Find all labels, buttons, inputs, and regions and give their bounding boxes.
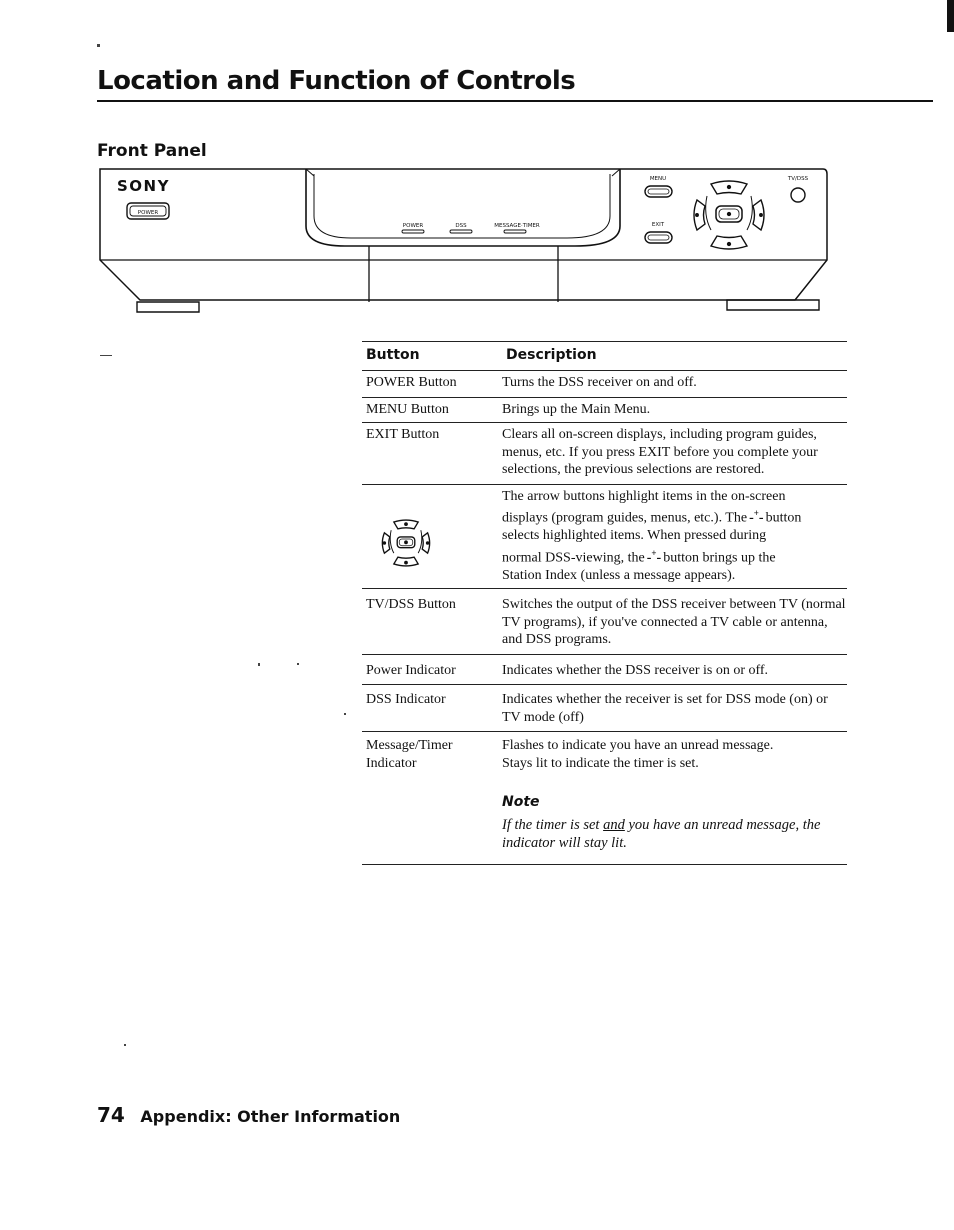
title-rule <box>97 100 933 102</box>
row-description: Brings up the Main Menu. <box>502 401 651 417</box>
row-description: Indicates whether the receiver is set for DSS mode (on) or TV mode (off) <box>502 692 828 725</box>
row-description: The arrow buttons highlight items in the on-screen displays (program guides, menus, etc.). The -+- button selects highlighted items. When pressed during normal DSS-viewing, the -+- button brings up the Station Index (unless a message appears). <box>502 488 802 583</box>
note-title: Note <box>502 794 540 811</box>
table-row <box>362 371 847 398</box>
row-button: TV/DSS Button <box>366 597 456 613</box>
speck <box>297 663 299 665</box>
indicator-label-power: POWER <box>402 223 424 229</box>
menu-label: MENU <box>649 176 667 182</box>
select-cross-icon: -+- <box>749 508 764 526</box>
brand-logo: SONY <box>117 177 170 195</box>
page-footer <box>97 1103 400 1127</box>
select-cross-icon: -+- <box>646 547 662 566</box>
exit-button[interactable] <box>645 232 672 243</box>
row-button: MENU Button <box>366 401 449 417</box>
right-foot <box>727 300 819 310</box>
header-button: Button <box>366 347 420 363</box>
page-number: 74 <box>97 1103 125 1127</box>
power-button[interactable] <box>127 203 169 219</box>
row-button: POWER Button <box>366 375 457 390</box>
controls-table <box>362 341 847 865</box>
message-timer-indicator <box>504 230 526 233</box>
table-row <box>362 685 847 732</box>
tvdss-button[interactable] <box>791 188 805 202</box>
indicator-label-dss: DSS <box>455 223 467 229</box>
device-body <box>100 169 827 300</box>
speck <box>97 44 100 47</box>
speck <box>100 355 112 356</box>
footer-section: Appendix: Other Information <box>140 1107 401 1126</box>
display-window <box>306 169 620 246</box>
power-indicator <box>402 230 424 233</box>
arrow-buttons-icon <box>368 518 444 568</box>
row-button: EXIT Button <box>366 427 440 442</box>
svg-text:POWER: POWER <box>137 210 159 216</box>
front-panel-illustration <box>95 164 835 319</box>
row-description: Indicates whether the DSS receiver is on or off. <box>502 662 769 678</box>
section-title: Front Panel <box>97 141 207 161</box>
arrow-pad-cell <box>362 488 502 585</box>
table-row <box>362 732 847 865</box>
row-description: Clears all on-screen displays, including program guides, menus, etc. If you press EXIT before you complete your selections, the previous selections are restored. <box>502 427 818 477</box>
arrow-pad[interactable] <box>694 181 764 249</box>
table-row <box>362 589 847 655</box>
speck <box>258 663 260 666</box>
row-description: Turns the DSS receiver on and off. <box>502 375 697 390</box>
note-text: If the timer is set and you have an unread message, the indicator will stay lit. <box>502 816 821 851</box>
row-button: Power Indicator <box>366 662 456 678</box>
menu-button[interactable] <box>645 186 672 197</box>
header-description: Description <box>506 347 597 363</box>
page-edge-mark <box>947 0 954 32</box>
page-title: Location and Function of Controls <box>97 66 576 96</box>
table-row <box>362 485 847 590</box>
table-row <box>362 398 847 424</box>
row-button: DSS Indicator <box>366 692 446 708</box>
indicator-label-message-timer: MESSAGE·TIMER <box>494 223 540 229</box>
row-description: Switches the output of the DSS receiver between TV (normal TV programs), if you've connected a TV cable or antenna, and DSS programs. <box>502 597 846 648</box>
row-description: Flashes to indicate you have an unread message. Stays lit to indicate the timer is set. Note If the timer is set and you have an unread message, the indicator will stay lit. <box>502 737 847 852</box>
dss-indicator <box>450 230 472 233</box>
speck <box>124 1044 126 1046</box>
exit-label: EXIT <box>651 222 665 228</box>
left-foot <box>137 302 199 312</box>
table-row <box>362 423 847 485</box>
tvdss-label: TV/DSS <box>787 176 809 182</box>
table-row <box>362 655 847 686</box>
speck <box>344 713 346 715</box>
row-button: Message/Timer Indicator <box>366 738 453 771</box>
table-header <box>362 341 847 371</box>
